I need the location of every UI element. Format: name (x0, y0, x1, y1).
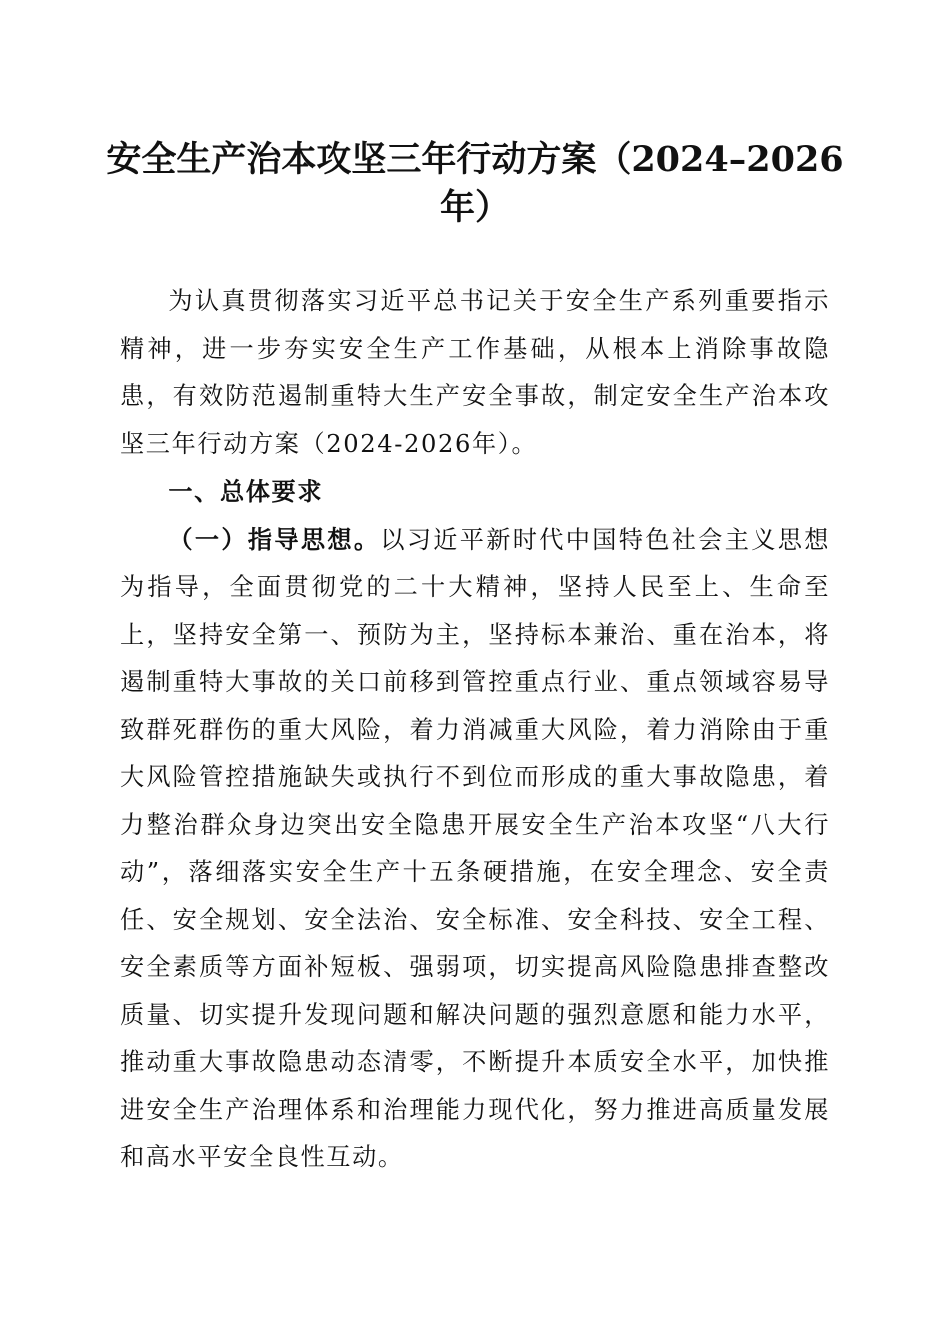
document-title (100, 136, 850, 232)
title-line-2: 年） (439, 187, 510, 228)
guiding-ideology-text: 以习近平新时代中国特色社会主义思想为指导，全面贯彻党的二十大精神，坚持人民至上、生命至上，坚持安全第一、预防为主，坚持标本兼治、重在治本，将遏制重特大事故的关口前移到管控重点行业、重点领域容易导致群死群伤的重大风险，着力消减重大风险，着力消除由于重大风险管控措施缺失或执行不到位而形成的重大事故隐患，着力整治群众身边突出安全隐患开展安全生产治本攻坚“八大行动”，落细落实安全生产十五条硬措施，在安全理念、安全责任、安全规划、安全法治、安全标准、安全科技、安全工程、安全素质等方面补短板、强弱项，切实提高风险隐患排查整改质量、切实提升发现问题和解决问题的强烈意愿和能力水平，推动重大事故隐患动态清零，不断提升本质安全水平，加快推进安全生产治理体系和治理能力现代化，努力推进高质量发展和高水平安全良性互动。 (120, 525, 830, 1171)
title-line-1: 安全生产治本攻坚三年行动方案（2024–2026 (106, 139, 844, 180)
section-heading-general-requirements: 一、总体要求 (168, 477, 324, 506)
subsection-lead-guiding-ideology: （一）指导思想。 (168, 524, 381, 554)
document-body (120, 278, 830, 1182)
intro-paragraph: 为认真贯彻落实习近平总书记关于安全生产系列重要指示精神，进一步夯实安全生产工作基础，从根本上消除事故隐患，有效防范遏制重特大生产安全事故，制定安全生产治本攻坚三年行动方案（2024-2026年）。 (120, 287, 830, 458)
guiding-ideology-paragraph (120, 516, 830, 1182)
